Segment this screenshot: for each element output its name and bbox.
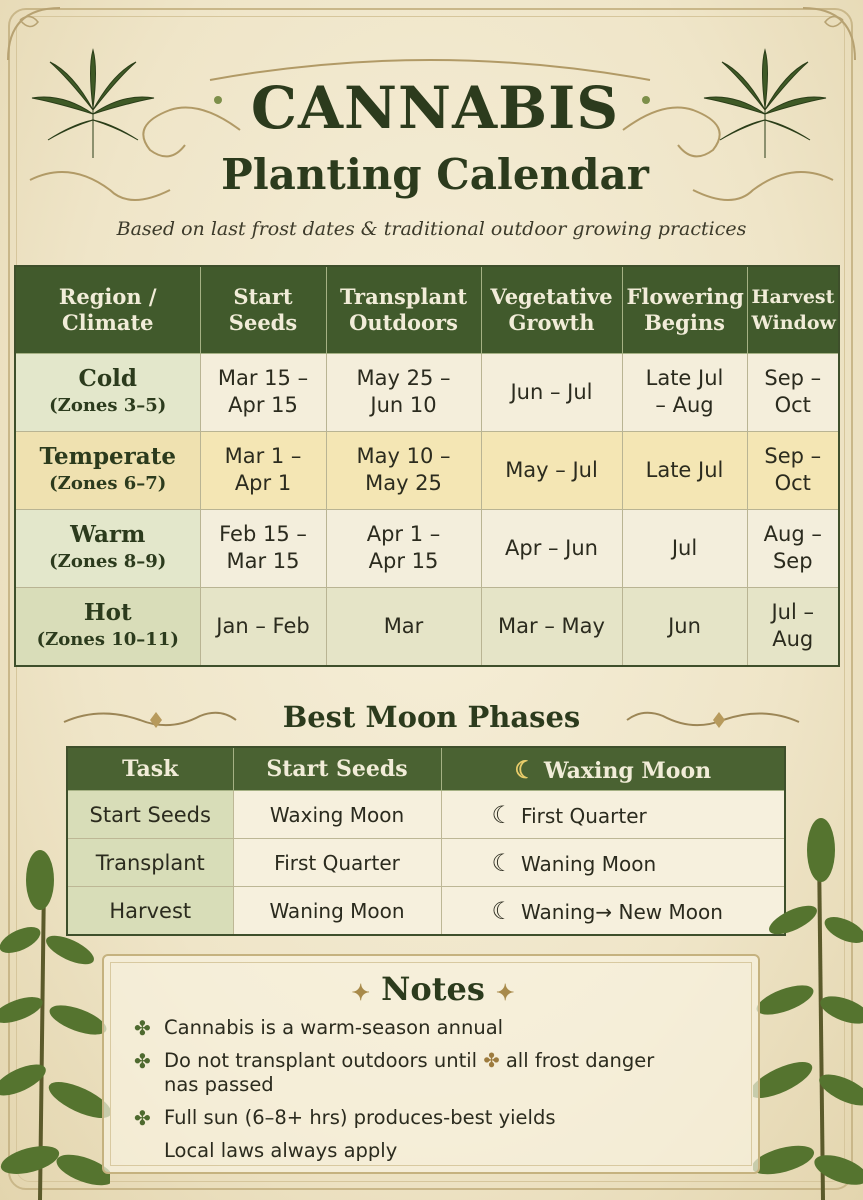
sparkle-icon: ✦ (496, 980, 515, 1006)
phase-cell: ☾ Waning Moon (441, 839, 785, 887)
cannabis-leaf-icon (28, 48, 158, 168)
phase-cell: ☾ Waning→ New Moon (441, 887, 785, 936)
page-subtitle-heading: Planting Calendar (221, 150, 649, 199)
table-row (15, 509, 839, 587)
vegetative-cell: Apr – Jun (481, 509, 622, 587)
harvest-cell: Sep – Oct (747, 354, 839, 432)
moon-cell: Waning Moon (233, 887, 441, 936)
notes-list (134, 1016, 744, 1172)
table-row (67, 887, 785, 936)
crescent-moon-icon: ☾ (491, 848, 514, 877)
harvest-cell: Jul – Aug (747, 587, 839, 666)
leaf-bullet-icon: ✤ (134, 1049, 151, 1073)
table-row (15, 431, 839, 509)
table-row (15, 587, 839, 666)
vegetative-cell: Jun – Jul (481, 354, 622, 432)
list-item: ✤ Do not transplant outdoors until ✤ all frost danger nas passed (134, 1049, 655, 1096)
sparkle-icon: ✦ (351, 980, 370, 1006)
page-title: CANNABIS (250, 74, 620, 142)
column-header-harvest: Harvest Window (747, 266, 839, 354)
moon-cell: First Quarter (233, 839, 441, 887)
cannabis-plant-left-illustration (0, 840, 110, 1200)
flowering-cell: Jun (622, 587, 747, 666)
flowering-cell: Jul (622, 509, 747, 587)
column-header-waxing-moon: ☾ Waxing Moon (441, 747, 785, 791)
harvest-cell: Sep – Oct (747, 431, 839, 509)
transplant-cell: May 10 – May 25 (326, 431, 481, 509)
task-cell: Transplant (67, 839, 233, 887)
vegetative-cell: Mar – May (481, 587, 622, 666)
table-header-row (67, 747, 785, 791)
start-seeds-cell: Feb 15 – Mar 15 (200, 509, 326, 587)
leaf-bullet-icon: ✤ (134, 1106, 151, 1130)
task-cell: Harvest (67, 887, 233, 936)
page-description: Based on last frost dates & traditional outdoor growing practices (116, 218, 747, 240)
phase-cell: ☾ First Quarter (441, 791, 785, 839)
moon-cell: Waxing Moon (233, 791, 441, 839)
cannabis-leaf-icon (700, 48, 830, 168)
list-item: ✤ Full sun (6–8+ hrs) produces-best yields (134, 1106, 556, 1130)
region-cell: Hot (Zones 10–11) (15, 587, 200, 666)
column-header-vegetative: Vegetative Growth (481, 266, 622, 354)
list-item: Local laws always apply (164, 1139, 398, 1162)
moon-phases-heading-block (60, 696, 803, 740)
flowering-cell: Late Jul (622, 431, 747, 509)
transplant-cell: May 25 – Jun 10 (326, 354, 481, 432)
table-header-row (15, 266, 839, 354)
transplant-cell: Mar (326, 587, 481, 666)
leaf-bullet-icon: ✤ (134, 1016, 151, 1040)
start-seeds-cell: Jan – Feb (200, 587, 326, 666)
column-header-flowering: Flowering Begins (622, 266, 747, 354)
crescent-moon-icon: ☾ (514, 754, 536, 784)
table-row (67, 791, 785, 839)
moon-phases-table (66, 746, 786, 936)
crescent-moon-icon: ☾ (491, 896, 514, 925)
column-header-start-seeds: Start Seeds (233, 747, 441, 791)
planting-calendar-table (14, 265, 840, 667)
region-cell: Cold (Zones 3–5) (15, 354, 200, 432)
leaf-inline-icon: ✤ (483, 1049, 506, 1072)
moon-phases-title: Best Moon Phases (282, 700, 581, 734)
column-header-region: Region / Climate (15, 266, 200, 354)
column-header-transplant: Transplant Outdoors (326, 266, 481, 354)
table-row (67, 839, 785, 887)
start-seeds-cell: Mar 15 – Apr 15 (200, 354, 326, 432)
cannabis-plant-right-illustration (753, 810, 863, 1200)
crescent-moon-icon: ☾ (491, 800, 514, 829)
flowering-cell: Late Jul – Aug (622, 354, 747, 432)
vegetative-cell: May – Jul (481, 431, 622, 509)
region-cell: Temperate (Zones 6–7) (15, 431, 200, 509)
task-cell: Start Seeds (67, 791, 233, 839)
column-header-task: Task (67, 747, 233, 791)
region-cell: Warm (Zones 8–9) (15, 509, 200, 587)
harvest-cell: Aug – Sep (747, 509, 839, 587)
table-row (15, 354, 839, 432)
notes-panel (102, 954, 760, 1174)
title-block (215, 62, 655, 202)
list-item: ✤ Cannabis is a warm-season annual (134, 1016, 504, 1040)
transplant-cell: Apr 1 – Apr 15 (326, 509, 481, 587)
notes-title: ✦ Notes ✦ (351, 970, 515, 1008)
start-seeds-cell: Mar 1 – Apr 1 (200, 431, 326, 509)
column-header-start-seeds: Start Seeds (200, 266, 326, 354)
